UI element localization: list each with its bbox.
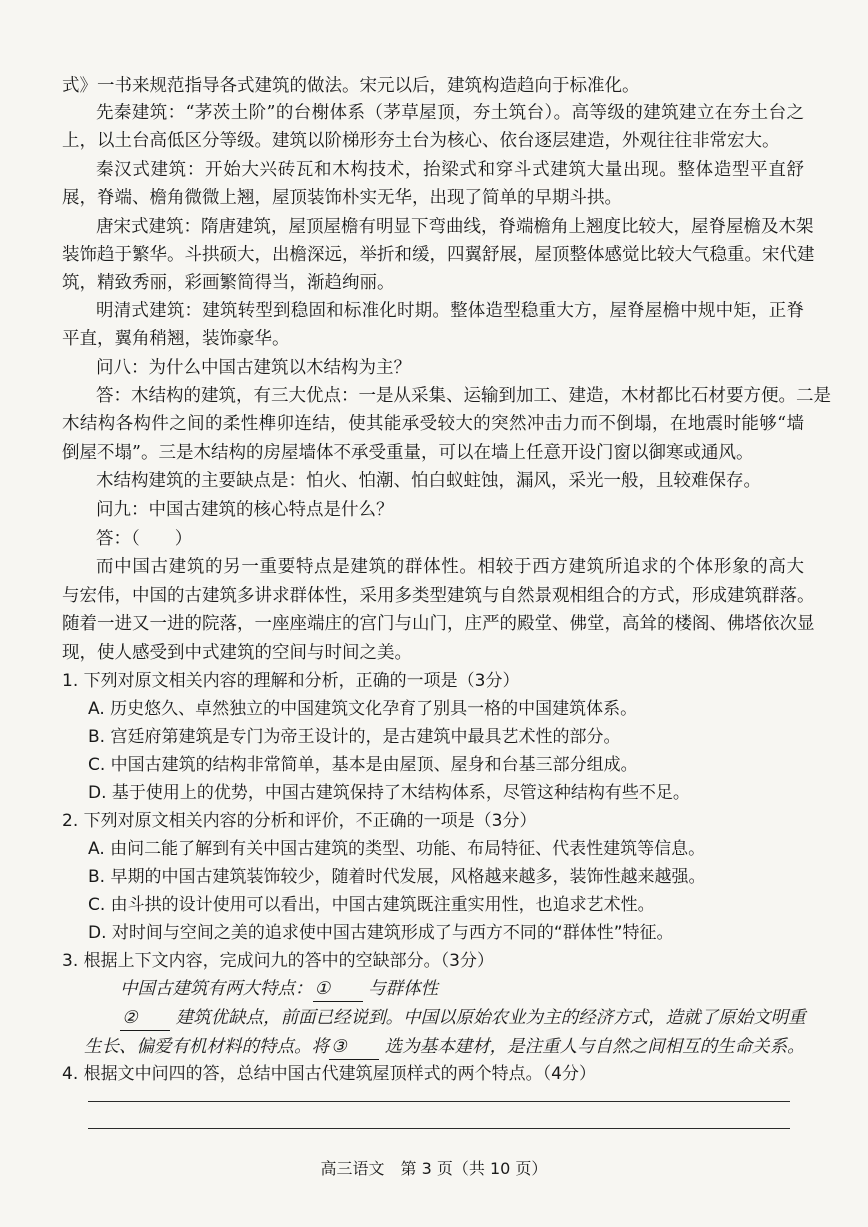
question-1-option-b: B. 宫廷府第建筑是专门为帝王设计的，是古建筑中最具艺术性的部分。 (88, 727, 621, 747)
question-3-line-2 (120, 1006, 804, 1031)
paragraph-tangsong-3: 筑，精致秀丽，彩画繁简得当，渐趋绚丽。 (62, 273, 395, 293)
answer-9-line-1: 而中国古建筑的另一重要特点是建筑的群体性。相较于西方建筑所追求的个体形象的高大 (96, 557, 804, 577)
paragraph-qinhan-1: 秦汉式建筑：开始大兴砖瓦和木构技术，抬梁式和穿斗式建筑大量出现。整体造型平直舒 (96, 160, 804, 180)
question-3-line-1-prefix: 中国古建筑有两大特点： (120, 979, 313, 999)
question-3-line-2-text: 建筑优缺点，前面已经说到。中国以原始农业为主的经济方式，造就了原始文明重 (175, 1008, 806, 1028)
paragraph-xianqin-2: 上，以土台高低区分等级。建筑以阶梯形夯土台为核心、依台逐层建造，外观往往非常宏大。 (62, 131, 780, 151)
question-1-option-c: C. 中国古建筑的结构非常简单，基本是由屋顶、屋身和台基三部分组成。 (88, 755, 638, 775)
question-3-blank-1[interactable]: ① (313, 977, 363, 1002)
question-3-stem: 3. 根据上下文内容，完成问九的答中的空缺部分。（3分） (62, 951, 494, 971)
answer-8-line-1: 答：木结构的建筑，有三大优点：一是从采集、运输到加工、建造，木材都比石材要方便。二是 (96, 386, 831, 406)
paragraph-tangsong-2: 装饰趋于繁华。斗拱硕大，出檐深远，举折和缓，四翼舒展，屋顶整体感觉比较大气稳重。宋代建 (62, 245, 815, 265)
question-3-line-3-prefix: 生长、偏爱有机材料的特点。将 (84, 1037, 329, 1057)
paragraph-xianqin-1: 先秦建筑：“茅茨土阶”的台榭体系（茅草屋顶，夯土筑台）。高等级的建筑建立在夯土台之 (96, 103, 804, 123)
passage-intro-line: 式》一书来规范指导各式建筑的做法。宋元以后，建筑构造趋向于标准化。 (62, 76, 640, 96)
answer-8-weakness: 木结构建筑的主要缺点是：怕火、怕潮、怕白蚁蛀蚀，漏风，采光一般，且较难保存。 (96, 471, 761, 491)
question-3-line-1-suffix: 与群体性 (368, 979, 439, 999)
page-footer: 高三语文 第 3 页（共 10 页） (320, 1159, 548, 1178)
answer-9-line-2: 与宏伟，中国的古建筑多讲求群体性，采用多类型建筑与自然景观相组合的方式，形成建筑群落。 (62, 586, 815, 606)
question-1-option-d: D. 基于使用上的优势，中国古建筑保持了木结构体系，尽管这种结构有些不足。 (88, 783, 690, 803)
paragraph-qinhan-2: 展，脊端、檐角微微上翘，屋顶装饰朴实无华，出现了简单的早期斗拱。 (62, 188, 622, 208)
answer-line-1[interactable] (88, 1101, 790, 1102)
question-2-option-b: B. 早期的中国古建筑装饰较少，随着时代发展，风格越来越多，装饰性越来越强。 (88, 867, 706, 887)
question-2-stem: 2. 下列对原文相关内容的分析和评价，不正确的一项是（3分） (62, 811, 537, 831)
question-3-blank-2[interactable]: ② (120, 1006, 170, 1031)
question-3-blank-3[interactable]: ③ (329, 1035, 379, 1060)
paragraph-mingqing-2: 平直，翼角稍翘，装饰豪华。 (62, 329, 290, 349)
question-2-option-d: D. 对时间与空间之美的追求使中国古建筑形成了与西方不同的“群体性”特征。 (88, 923, 674, 943)
answer-line-2[interactable] (88, 1128, 790, 1129)
paragraph-mingqing-1: 明清式建筑：建筑转型到稳固和标准化时期。整体造型稳重大方，屋脊屋檐中规中矩，正脊 (96, 301, 804, 321)
answer-9-label: 答：（ ） (96, 529, 193, 549)
question-2-option-a: A. 由问二能了解到有关中国古建筑的类型、功能、布局特征、代表性建筑等信息。 (88, 839, 706, 859)
question-1-stem: 1. 下列对原文相关内容的理解和分析，正确的一项是（3分） (62, 671, 520, 691)
question-3-line-3 (84, 1035, 804, 1060)
answer-8-line-3: 倒屋不塌”。三是木结构的房屋墙体不承受重量，可以在墙上任意开设门窗以御寒或通风。 (62, 443, 754, 463)
question-4-stem: 4. 根据文中问四的答，总结中国古代建筑屋顶样式的两个特点。（4分） (62, 1064, 596, 1084)
answer-9-line-4: 现，使人感受到中式建筑的空间与时间之美。 (62, 643, 412, 663)
answer-9-line-3: 随着一进又一进的院落，一座座端庄的宫门与山门，庄严的殿堂、佛堂，高耸的楼阁、佛塔依次显 (62, 614, 815, 634)
question-9: 问九：中国古建筑的核心特点是什么？ (96, 500, 394, 520)
question-3-line-1 (120, 977, 804, 1002)
question-1-option-a: A. 历史悠久、卓然独立的中国建筑文化孕育了别具一格的中国建筑体系。 (88, 699, 638, 719)
answer-8-line-2: 木结构各构件之间的柔性榫卯连结，使其能承受较大的突然冲击力而不倒塌，在地震时能够“墙 (62, 414, 804, 434)
question-2-option-c: C. 由斗拱的设计使用可以看出，中国古建筑既注重实用性，也追求艺术性。 (88, 895, 655, 915)
paragraph-tangsong-1: 唐宋式建筑：隋唐建筑，屋顶屋檐有明显下弯曲线，脊端檐角上翘度比较大，屋脊屋檐及木架 (96, 217, 814, 237)
question-3-line-3-suffix: 选为基本建材，是注重人与自然之间相互的生命关系。 (384, 1037, 805, 1057)
question-8: 问八：为什么中国古建筑以木结构为主？ (96, 358, 411, 378)
